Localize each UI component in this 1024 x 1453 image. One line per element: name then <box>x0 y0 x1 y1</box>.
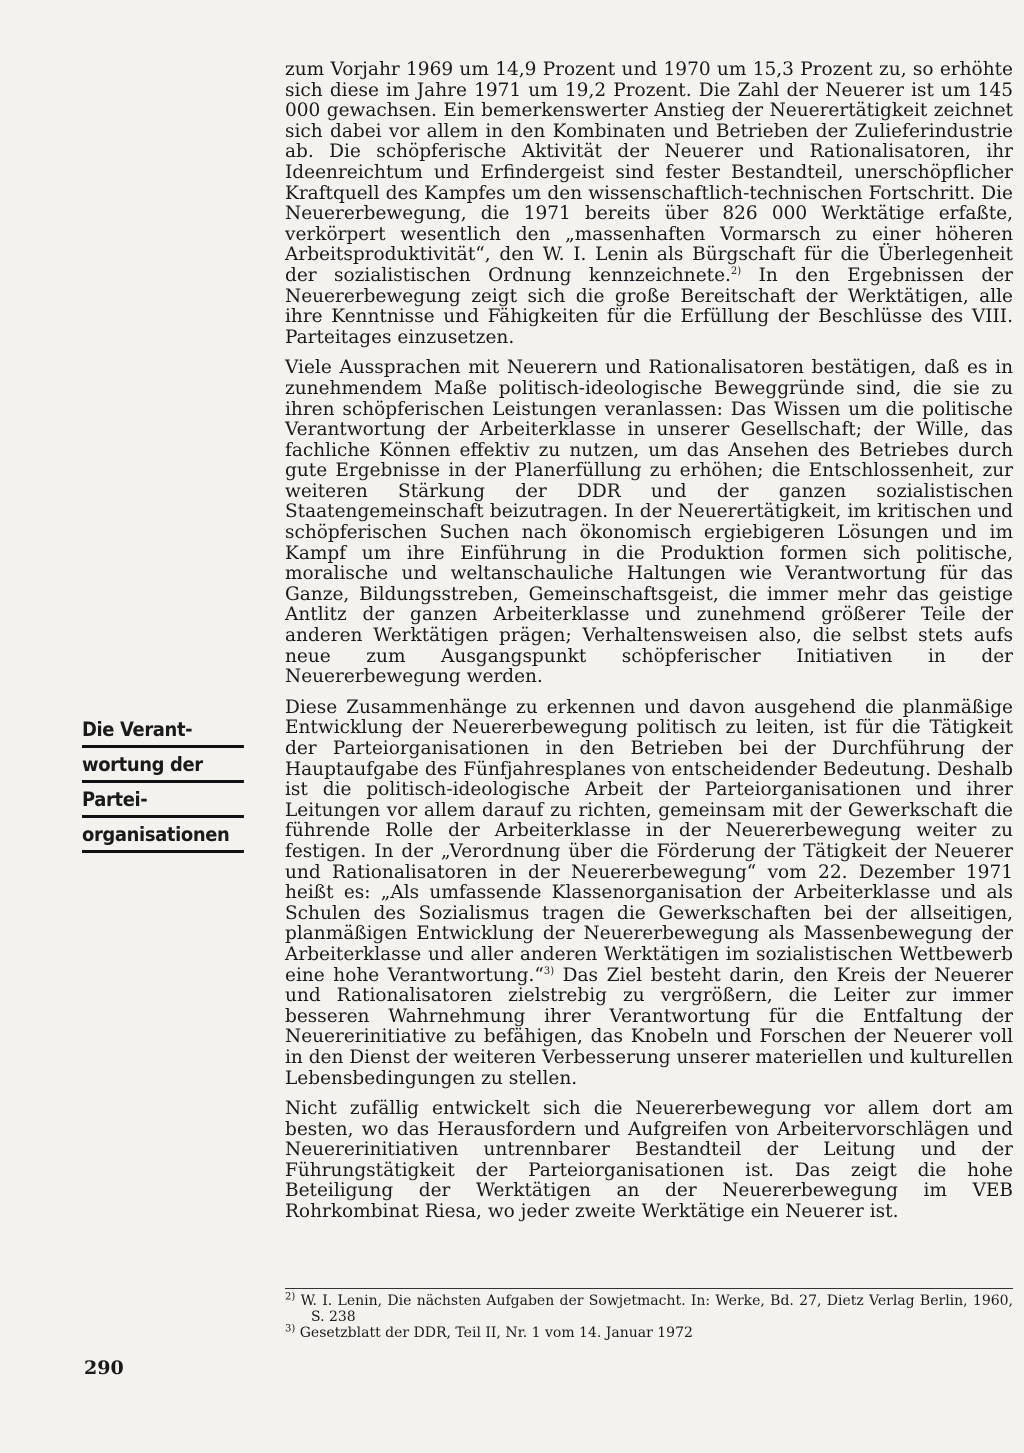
margin-heading-line-3: Partei- <box>82 783 244 818</box>
paragraph-3-text: Diese Zusammenhänge zu erkennen und davon ausgehend die planmäßige Entwicklung der Neuererbewegung politisch zu leiten, ist für die Tätigkeit der Parteiorganisationen in den Betrieben bei der Durchführung der Hauptaufgabe des Fünfjahresplanes von entscheidender Bedeutung. Deshalb ist die politisch-ideologische Arbeit der Parteiorganisationen und ihrer Leitungen vor allem darauf zu richten, gemeinsam mit der Gewerkschaft die führende Rolle der Arbeiterklasse in der Neuererbewegung weiter zu festigen. In der „Verordnung über die Förderung der Tätigkeit der Neuerer und Rationalisatoren in der Neuererbewegung“ vom 22. Dezember 1971 heißt es: „Als umfassende Klassenorganisation der Arbeiterklasse und als Schulen des Sozialismus tragen die Gewerkschaften bei der allseitigen, planmäßigen Entwicklung der Neuererbewegung als Massenbewegung der Arbeiterklasse und aller anderen Werktätigen im sozialistischen Wettbewerb eine hohe Verantwortung.“ <box>285 696 1013 986</box>
margin-heading <box>82 718 244 853</box>
paragraph-3 <box>285 698 1013 1089</box>
footnote-2-marker: 2) <box>285 1291 296 1303</box>
paragraph-3-tail: Das Ziel besteht darin, den Kreis der Neuerer und Rationalisatoren zielstrebig zu vergrößern, die Leiter zur immer besseren Wahrnehmung ihrer Verantwortung für die Entfaltung der Neuererinitiative zu befähigen, das Knobeln und Forschen der Neuerer voll in den Dienst der weiteren Verbesserung unserer materiellen und kulturellen Lebensbedingungen zu stellen. <box>285 964 1014 1089</box>
body-text <box>285 60 1013 1223</box>
paragraph-1 <box>285 60 1013 348</box>
page-number: 290 <box>84 1357 124 1379</box>
margin-heading-line-1: Die Verant- <box>82 718 244 748</box>
footnote-ref-2: 2) <box>730 265 742 277</box>
paragraph-1-text: zum Vorjahr 1969 um 14,9 Prozent und 1970 um 15,3 Prozent zu, so erhöhte sich diese im Jahre 1971 um 19,2 Prozent. Die Zahl der Neuerer ist um 145 000 gewachsen. Ein bemerkenswerter Anstieg der Neuerertätigkeit zeichnet sich dabei vor allem in den Kombinaten und Betrieben der Zulieferindustrie ab. Die schöpferische Aktivität der Neuerer und Rationalisatoren, ihr Ideenreichtum und Erfindergeist sind fester Bestandteil, unerschöpflicher Kraftquell des Kampfes um den wissenschaftlich-technischen Fortschritt. Die Neuererbewegung, die 1971 bereits über 826 000 Werktätige erfaßte, verkörpert wesentlich den „massenhaften Vormarsch zu einer höheren Arbeitsproduktivität“, den W. I. Lenin als Bürgschaft für die Überlegenheit der sozialistischen Ordnung kennzeichnete. <box>285 59 1013 286</box>
footnote-3-text: Gesetzblatt der DDR, Teil II, Nr. 1 vom 14. Januar 1972 <box>299 1325 693 1341</box>
paragraph-2: Viele Aussprachen mit Neuerern und Rationalisatoren bestätigen, daß es in zunehmendem Maße politisch-ideologische Beweggründe sind, die sie zu ihren schöpferischen Leistungen veranlassen: Das Wissen um die politische Verantwortung der Arbeiterklasse in unserer Gesellschaft; der Wille, das fachliche Können effektiv zu nutzen, um das Ansehen des Betriebes durch gute Ergebnisse in der Planerfüllung zu erhöhen; die Entschlossenheit, zur weiteren Stärkung der DDR und der ganzen sozialistischen Staatengemeinschaft beizutragen. In der Neuerertätigkeit, im kritischen und schöpferischen Suchen nach ökonomisch ergiebigeren Lösungen und im Kampf um ihre Einführung in die Produktion formen sich politische, moralische und weltanschauliche Haltungen wie Verantwortung für das Ganze, Bildungsstreben, Gemeinschaftsgeist, die immer mehr das geistige Antlitz der ganzen Arbeiterklasse und zunehmend größerer Teile der anderen Werktätigen prägen; Verhaltensweisen also, die selbst stets aufs neue zum Ausgangspunkt schöpferischer Initiativen in der Neuererbewegung werden. <box>285 357 1013 688</box>
footnote-3-marker: 3) <box>285 1323 296 1335</box>
margin-heading-line-2: wortung der <box>82 748 244 783</box>
footnotes <box>285 1288 1013 1341</box>
footnote-ref-3: 3) <box>543 965 555 977</box>
paragraph-1-tail: In den Ergebnissen der Neuererbewegung zeigt sich die große Bereitschaft der Werktätigen, alle ihre Kenntnisse und Fähigkeiten für die Erfüllung der Beschlüsse des VIII. Parteitages einzusetzen. <box>285 264 1014 348</box>
footnote-2-text: W. I. Lenin, Die nächsten Aufgaben der Sowjetmacht. In: Werke, Bd. 27, Dietz Verlag Berlin, 1960, S. 238 <box>300 1293 1014 1325</box>
footnote-3 <box>285 1325 1013 1341</box>
margin-heading-line-4: organisationen <box>82 818 244 853</box>
paragraph-4: Nicht zufällig entwickelt sich die Neuererbewegung vor allem dort am besten, wo das Herausfordern und Aufgreifen von Arbeitervorschlägen und Neuererinitiativen untrennbarer Bestandteil der Leitung und der Führungstätigkeit der Parteiorganisationen ist. Das zeigt die hohe Beteiligung der Werktätigen an der Neuererbewegung im VEB Rohrkombinat Riesa, wo jeder zweite Werktätige ein Neuerer ist. <box>285 1098 1013 1223</box>
footnote-2 <box>285 1293 1013 1325</box>
